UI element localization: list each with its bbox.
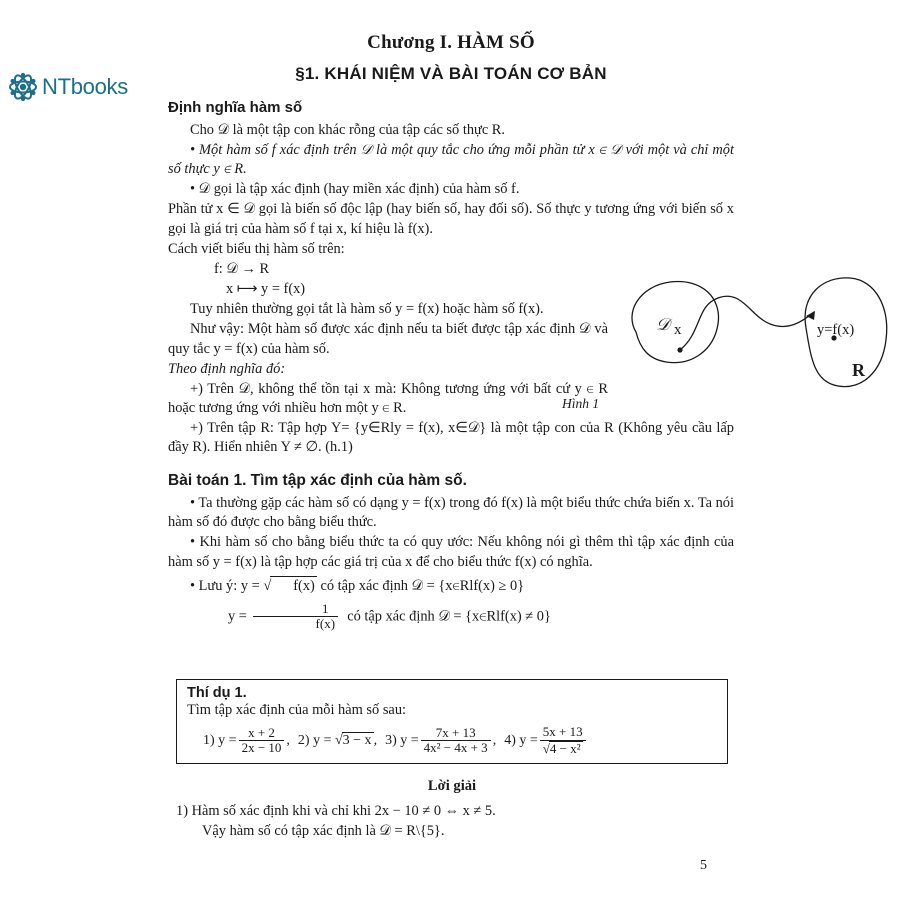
figure-label-codomain: R xyxy=(852,360,865,380)
example-item-2-radicand: 3 − x xyxy=(342,733,372,749)
sqrt-icon: √ xyxy=(542,740,550,756)
paragraph-11: +) Trên tập R: Tập hợp Y= {y∈Rly = f(x), x∈𝒟} là một tập con của R (Không yêu cầu lấp đầy R). Hiển nhiên Y ≠ ∅. (h.1) xyxy=(168,420,734,456)
fraction-numerator: 1 xyxy=(322,600,329,616)
paragraph-8: Như vậy: Một hàm số được xác định nếu ta biết được tập xác định 𝒟 và quy tắc y = f(x) của hàm số. xyxy=(168,321,608,357)
solution-body xyxy=(176,802,736,843)
example-item-4-radicand: 4 − x² xyxy=(549,740,581,756)
section-title: §1. KHÁI NIỆM VÀ BÀI TOÁN CƠ BẢN xyxy=(295,64,607,84)
note-lhs: y = xyxy=(240,577,260,594)
example-prompt: Tìm tập xác định của mỗi hàm số sau: xyxy=(187,702,407,718)
paragraph-10: +) Trên 𝒟, không thể tồn tại x mà: Không tương ứng với bất cứ y ∈ R hoặc tương ứng với nhiều hơn một y ∈ R. xyxy=(168,380,608,416)
fraction-denominator: 2x − 10 xyxy=(239,740,285,756)
fraction-numerator: x + 2 xyxy=(248,724,275,740)
example-item-3-tail: , xyxy=(492,732,497,748)
sqrt-icon: √ xyxy=(263,577,272,594)
paragraph-5: f: 𝒟 → R xyxy=(214,260,270,277)
example-formula-row xyxy=(187,725,719,756)
example-item-1-tail: , xyxy=(286,732,290,748)
example-item-3 xyxy=(385,726,496,756)
fraction-numerator: 5x + 13 xyxy=(542,724,583,739)
example-box xyxy=(176,679,728,764)
paragraph-6: x ⟼ y = f(x) xyxy=(226,281,306,298)
fraction xyxy=(253,602,339,632)
solution-line-1: Vậy hàm số có tập xác định là 𝒟 = R\{5}. xyxy=(202,823,445,840)
figure-hinh-1 xyxy=(618,268,894,418)
figure-label-x: x xyxy=(674,322,682,338)
solution-title: Lời giải xyxy=(427,778,477,794)
fraction xyxy=(540,725,586,756)
example-item-3-label: 3) y = xyxy=(385,732,419,748)
note-text: có tập xác định 𝒟 = {x∈Rlf(x) ≥ 0} xyxy=(320,577,525,594)
fraction-numerator: 7x + 13 xyxy=(435,724,476,740)
fraction-denominator: f(x) xyxy=(253,616,339,632)
figure-caption: Hình 1 xyxy=(562,396,600,411)
page-number: 5 xyxy=(700,858,707,873)
note2-lhs: y = xyxy=(228,608,247,625)
sqrt-icon: √ xyxy=(334,732,343,748)
paragraph-4: Cách viết biểu thị hàm số trên: xyxy=(168,240,345,257)
paragraph-3: Phần tử x ∈ 𝒟 gọi là biến số độc lập (hay biến số, hay đối số). Số thực y tương ứng với biến số x gọi là giá trị của hàm số f tại x, kí hiệu là f(x). xyxy=(168,201,734,237)
paragraph-1: • Một hàm số f xác định trên 𝒟 là một quy tắc cho ứng mỗi phần tử x ∈ 𝒟 với một và chỉ một số thực y ∈ R. xyxy=(168,141,734,178)
example-item-2-label: 2) y = xyxy=(297,732,332,748)
paragraph-7: Tuy nhiên thường gọi tắt là hàm số y = f(x) hoặc hàm số f(x). xyxy=(190,301,544,318)
problem-heading: Bài toán 1. Tìm tập xác định của hàm số. xyxy=(168,472,467,490)
fraction-denominator xyxy=(540,740,586,757)
note2-text: có tập xác định 𝒟 = {x∈Rlf(x) ≠ 0} xyxy=(347,608,551,625)
fraction xyxy=(421,726,491,756)
note-label: • Lưu ý: xyxy=(190,577,238,594)
problem-paragraph-1: • Khi hàm số cho bằng biểu thức ta có quy ước: Nếu không nói gì thêm thì tập xác định của hàm số y = f(x) là tập hợp các giá trị của x để cho biểu thức f(x) có nghĩa. xyxy=(168,534,734,570)
example-item-1 xyxy=(203,726,290,756)
example-item-2-tail: , xyxy=(373,732,378,748)
paragraph-0: Cho 𝒟 là một tập con khác rỗng của tập các số thực R. xyxy=(190,121,506,138)
example-item-4-label: 4) y = xyxy=(504,732,538,748)
paragraph-9: Theo định nghĩa đó: xyxy=(168,360,286,377)
atom-logo-icon xyxy=(8,72,38,102)
example-item-2 xyxy=(298,732,377,749)
definition-heading: Định nghĩa hàm số xyxy=(168,98,303,116)
note-line-1 xyxy=(168,576,734,596)
example-item-4 xyxy=(504,725,587,756)
example-item-1-label: 1) y = xyxy=(203,732,237,748)
fraction-denominator: 4x² − 4x + 3 xyxy=(421,740,491,756)
solution-line-0: 1) Hàm số xác định khi và chỉ khi 2x − 10 ≠ 0 ⇔ x ≠ 5. xyxy=(176,803,496,819)
brand-name: NTbooks xyxy=(42,74,128,99)
figure-label-y: y=f(x) xyxy=(817,322,855,338)
example-title: Thí dụ 1. xyxy=(187,685,247,701)
chapter-title: Chương I. HÀM SỐ xyxy=(367,32,535,53)
paragraph-2: • 𝒟 gọi là tập xác định (hay miền xác định) của hàm số f. xyxy=(190,181,520,198)
problem-paragraph-0: • Ta thường gặp các hàm số có dạng y = f(x) trong đó f(x) là một biểu thức chứa biến x. Ta nói hàm số đó được cho bằng biểu thức. xyxy=(168,495,734,531)
figure-label-domain: 𝒟 xyxy=(656,315,670,335)
fraction xyxy=(239,726,285,756)
brand-logo xyxy=(8,72,128,102)
note-line-2 xyxy=(168,602,734,632)
note-radicand: f(x) xyxy=(270,576,317,596)
